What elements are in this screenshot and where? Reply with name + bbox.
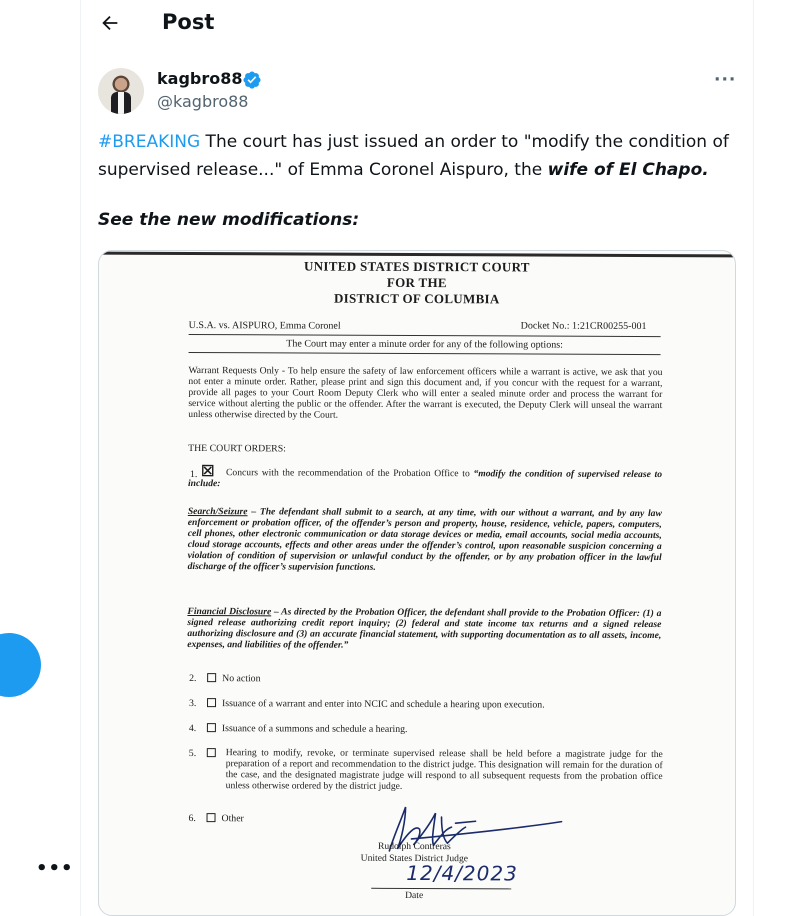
divider [189, 334, 661, 337]
avatar-shirt [118, 92, 124, 114]
checked-box-icon: ☒ [200, 464, 215, 481]
item-5-text: Hearing to modify, revoke, or terminate supervised release shall be held before a magistrate judge for the preparation of a report and recommendation to the district judge. This designation will remain for the duration of the case, and the designated magistrate judge will respond to all subsequent requests from the probation office unless otherwise ordered by the district judge. [225, 747, 663, 792]
item-3-text: Issuance of a warrant and enter into NCIC and schedule a hearing upon execution. [221, 698, 545, 711]
item-6 [202, 813, 243, 824]
item-1-quote: “modify the condition of supervised release to include: [187, 468, 663, 490]
court-name-line2: FOR THE [386, 274, 447, 291]
item-6-number: 6. [188, 813, 196, 825]
document-top-edge [99, 252, 735, 258]
column-border-left [80, 0, 81, 916]
judge-title: United States District Judge [360, 852, 469, 865]
post-subhead: See the new modifications: [98, 210, 360, 230]
financial-disclosure-paragraph [187, 606, 661, 652]
item-1-number: 1. [189, 469, 198, 481]
court-name-line3: DISTRICT OF COLUMBIA [333, 290, 500, 307]
verified-badge-icon [242, 70, 262, 90]
page-header [81, 0, 753, 50]
item-4-number: 4. [188, 723, 197, 735]
checkbox-icon [207, 813, 216, 822]
financial-disclosure-heading: Financial Disclosure [187, 606, 272, 618]
item-3-number: 3. [188, 698, 197, 710]
item-2 [203, 673, 260, 684]
item-2-number: 2. [189, 673, 197, 685]
search-seizure-body: – The defendant shall submit to a search, at any time, with our without a warrant, and by any law enforcement or probation officer, of the offender’s person and property, house, residence, vehicle, papers, computers, cell phones, other electronic communication or data storage devices or media, email accounts, social media accounts, cloud storage accounts, effects and other areas under the offender’s control, upon reasonable suspicion concerning a violation of condition of supervision or unlawful conduct by the offender, or by any probation officer in the lawful discharge of the officer’s supervision functions. [187, 506, 662, 573]
date-label: Date [405, 889, 424, 902]
author-handle[interactable]: @kagbro88 [157, 92, 249, 111]
compose-button[interactable] [0, 633, 41, 697]
court-orders-heading: THE COURT ORDERS: [188, 443, 286, 455]
case-caption: U.S.A. vs. AISPURO, Emma Coronel [188, 320, 341, 332]
arrow-left-icon[interactable] [97, 10, 123, 36]
item-4 [203, 723, 408, 735]
item-1-text [188, 467, 662, 491]
post-text [98, 128, 738, 184]
hashtag-link[interactable]: #BREAKING [98, 132, 201, 152]
sidebar-more-button[interactable]: ••• [36, 858, 74, 879]
docket-number: Docket No.: 1:21CR00255-001 [520, 320, 647, 333]
attached-image[interactable] [98, 250, 736, 916]
checkbox-icon [203, 748, 222, 759]
item-6-text: Other [221, 813, 244, 825]
judge-name: Rudolph Contreras [378, 840, 451, 853]
more-options-button[interactable]: ··· [714, 70, 737, 90]
item-4-text: Issuance of a summons and schedule a hearing. [221, 723, 408, 735]
search-seizure-heading: Search/Seizure [187, 506, 248, 518]
minute-order-line: The Court may enter a minute order for any of the following options: [286, 338, 563, 351]
signature-date: 12/4/2023 [406, 860, 518, 886]
avatar[interactable] [98, 68, 144, 114]
item-3 [203, 698, 545, 710]
court-document [98, 250, 735, 916]
item-2-text: No action [222, 673, 261, 685]
author-display-name[interactable]: kagbro88 [157, 69, 243, 88]
post-text-emphasis: wife of El Chapo. [547, 160, 709, 180]
search-seizure-paragraph [188, 506, 662, 574]
item-1-lead: Concurs with the recommendation of the Probation Office to [226, 467, 474, 480]
column-border-right [753, 0, 754, 916]
checkbox-icon [207, 698, 216, 707]
post-text-body: The court has just issued an order to "modify the condition of supervised release..." of Emma Coronel Aispuro, the [98, 132, 729, 180]
divider [189, 352, 661, 355]
checkbox-icon [207, 723, 216, 732]
page-title: Post [162, 10, 215, 34]
financial-disclosure-body: – As directed by the Probation Officer, the defendant shall provide to the Probation Officer: (1) a signed release authorizing credit report inquiry; (2) federal and state income tax returns and a signed release authorizing disclosure and (3) an accurate financial statement, with supporting documentation as to all assets, income, expenses, and liabilities of the offender.” [187, 606, 662, 651]
item-5-number: 5. [188, 748, 197, 760]
warrant-paragraph: Warrant Requests Only - To help ensure the safety of law enforcement officers while a warrant is active, we ask that you not enter a minute order. Rather, please print and sign this document and, if you concur with the request for a warrant, provide all pages to your Court Room Deputy Clerk who will enter a sealed minute order and process the warrant for service without alerting the public or the offender. After the warrant is executed, the Deputy Clerk will unseal the warrant unless otherwise directed by the Court. [188, 365, 663, 421]
checkbox-icon [207, 673, 216, 682]
court-name-line1: UNITED STATES DISTRICT COURT [304, 258, 530, 275]
